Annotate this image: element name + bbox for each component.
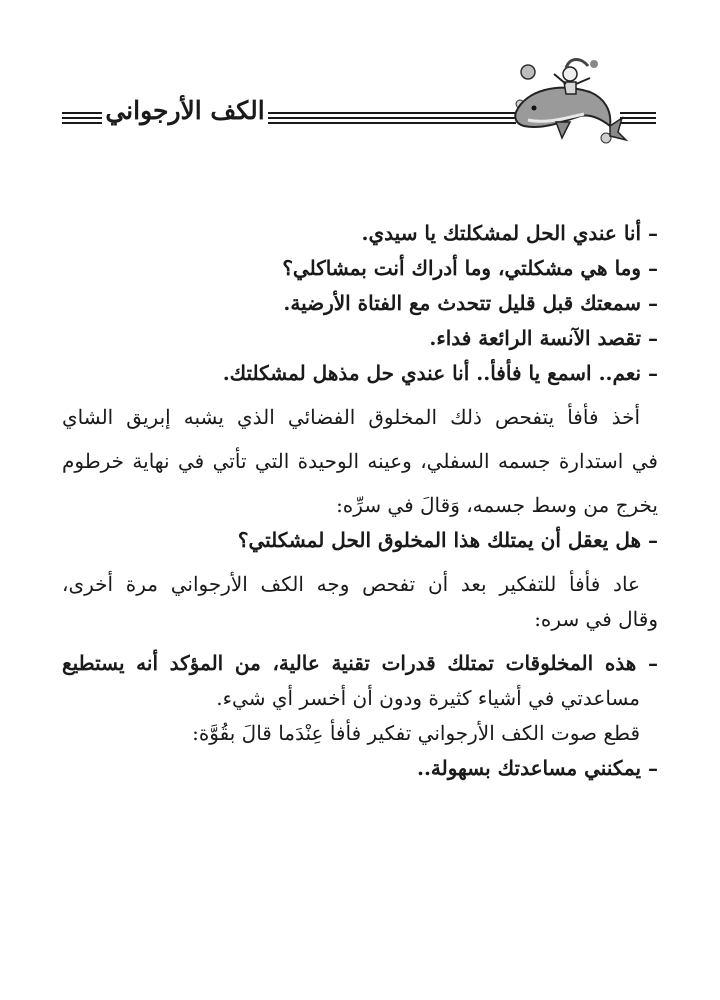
narration-line: قطع صوت الكف الأرجواني تفكير فأفأ عِنْدَما قالَ بقُوَّة:: [192, 721, 640, 745]
dialogue-line: – أنا عندي الحل لمشكلتك يا سيدي.: [361, 221, 658, 245]
dolphin-mascot-icon: [506, 52, 630, 146]
dialogue-line: – هل يعقل أن يمتلك هذا المخلوق الحل لمشكلتي؟: [237, 528, 658, 552]
page-header: [0, 0, 720, 170]
dialogue-line: – يمكنني مساعدتك بسهولة..: [416, 756, 658, 780]
header-rule-left: [62, 112, 102, 126]
dialogue-line: – تقصد الآنسة الرائعة فداء.: [429, 326, 658, 350]
dialogue-line: – هذه المخلوقات تمتلك قدرات تقنية عالية، من المؤكد أنه يستطيع: [62, 651, 658, 675]
dialogue-line: – نعم.. اسمع يا فأفأ.. أنا عندي حل مذهل لمشكلتك.: [222, 361, 658, 385]
narration-line: وقال في سره:: [534, 607, 658, 631]
story-text: [62, 216, 658, 786]
dialogue-line: – وما هي مشكلتي، وما أدراك أنت بمشاكلي؟: [282, 256, 658, 280]
narration-line: أخذ فأفأ يتفحص ذلك المخلوق الفضائي الذي يشبه إبريق الشاي: [62, 405, 640, 429]
narration-line: عاد فأفأ للتفكير بعد أن تفحص وجه الكف الأرجواني مرة أخرى،: [62, 572, 640, 596]
chapter-title: الكف الأرجواني: [105, 96, 265, 125]
dialogue-line: – سمعتك قبل قليل تتحدث مع الفتاة الأرضية.: [283, 291, 658, 315]
dialogue-continuation: مساعدتي في أشياء كثيرة ودون أن أخسر أي شيء.: [216, 686, 640, 710]
header-rule-right: [620, 112, 656, 126]
narration-line: يخرج من وسط جسمه، وَقالَ في سرِّه:: [336, 493, 658, 517]
header-rule-middle: [268, 112, 516, 126]
narration-line: في استدارة جسمه السفلي، وعينه الوحيدة التي تأتي في نهاية خرطوم: [62, 449, 658, 473]
